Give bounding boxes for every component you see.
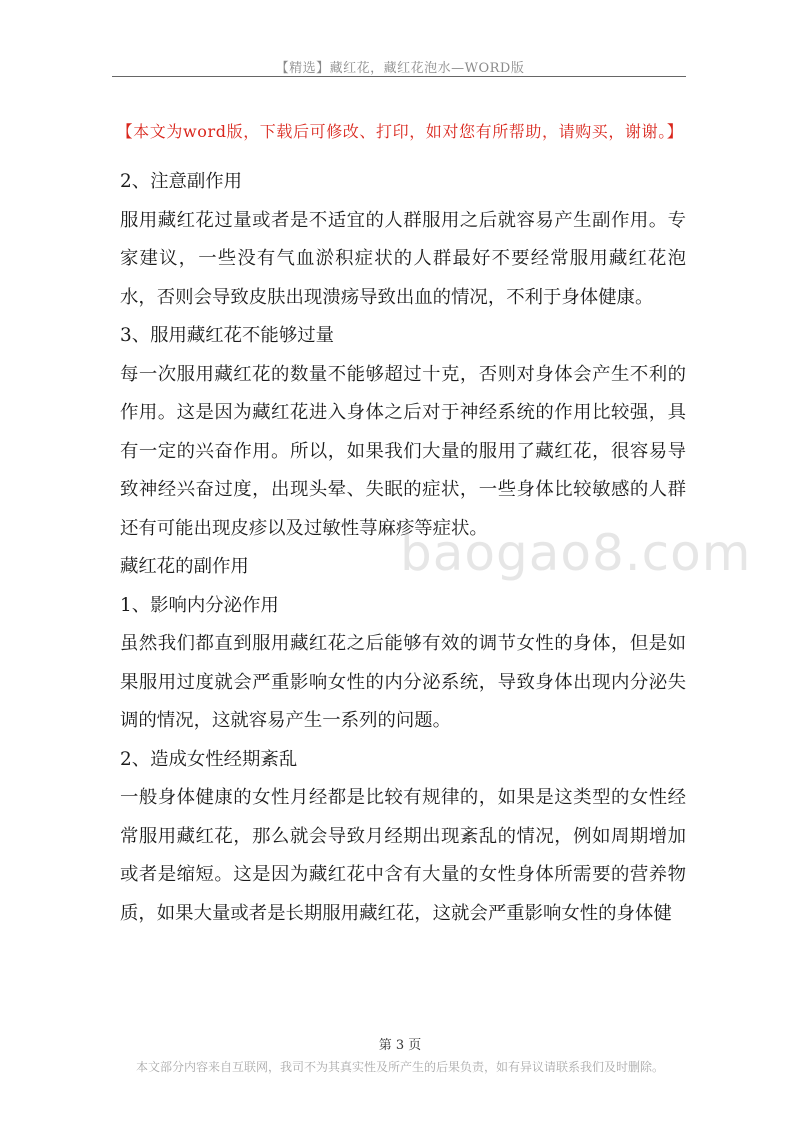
header-divider <box>112 76 686 77</box>
page-header: 【精选】藏红花，藏红花泡水—WORD版 <box>275 61 525 76</box>
footer-disclaimer: 本文部分内容来自互联网，我司不为其真实性及所产生的后果负责，如有异议请联系我们及时删除。 <box>135 1060 664 1074</box>
site-watermark: baogao8.com <box>400 524 752 582</box>
body-paragraph: 每一次服用藏红花的数量不能够超过十克，否则对身体会产生不利的作用。这是因为藏红花进入身体之后对于神经系统的作用比较强，具有一定的兴奋作用。所以，如果我们大量的服用了藏红花，很容易导致神经兴奋过度，出现头晕、失眠的症状，一些身体比较敏感的人群还有可能出现皮疹以及过敏性荨麻疹等症状。 <box>120 363 686 539</box>
section-heading: 2、注意副作用 <box>120 171 243 192</box>
body-paragraph: 虽然我们都直到服用藏红花之后能够有效的调节女性的身体，但是如果服用过度就会严重影响女性的内分泌系统，导致身体出现内分泌失调的情况，这就容易产生一系列的问题。 <box>120 633 686 731</box>
section-heading: 1、影响内分泌作用 <box>120 594 279 616</box>
download-notice: 【本文为word版，下载后可修改、打印，如对您有所帮助，请购买，谢谢。】 <box>116 122 684 141</box>
document-body <box>120 163 686 933</box>
section-heading: 3、服用藏红花不能够过量 <box>120 325 334 346</box>
section-heading: 藏红花的副作用 <box>120 556 249 577</box>
body-paragraph: 服用藏红花过量或者是不适宜的人群服用之后就容易产生副作用。专家建议，一些没有气血淤积症状的人群最好不要经常服用藏红花泡水，否则会导致皮肤出现溃疡导致出血的情况，不利于身体健康。 <box>120 209 686 308</box>
section-heading: 2、造成女性经期紊乱 <box>120 748 298 770</box>
body-paragraph: 一般身体健康的女性月经都是比较有规律的，如果是这类型的女性经常服用藏红花，那么就会导致月经期出现紊乱的情况，例如周期增加或者是缩短。这是因为藏红花中含有大量的女性身体所需要的营养物质，如果大量或者是长期服用藏红花，这就会严重影响女性的身体健 <box>120 787 686 924</box>
page-number: 第 3 页 <box>378 1038 422 1053</box>
